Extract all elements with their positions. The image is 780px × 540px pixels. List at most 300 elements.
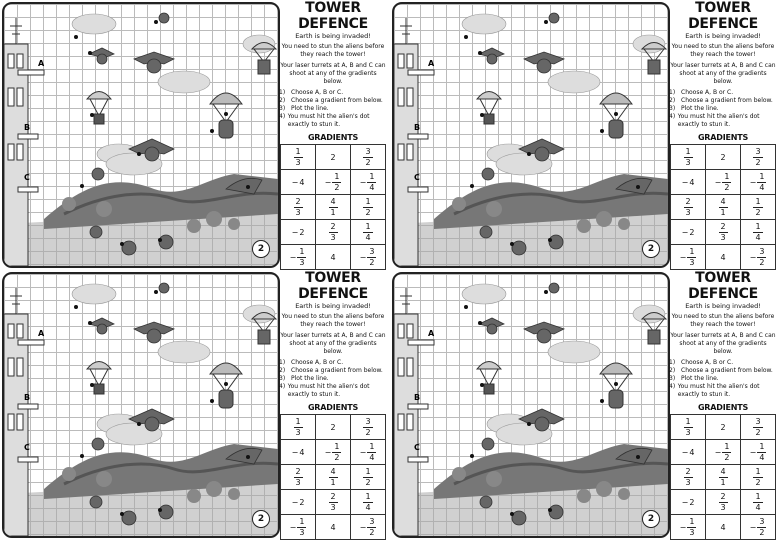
step-number: 3) xyxy=(279,105,286,112)
gradient-denominator: 2 xyxy=(759,257,765,267)
gradient-cell[interactable] xyxy=(281,145,316,170)
gradient-cell[interactable] xyxy=(351,220,386,245)
step-number: 3) xyxy=(669,105,676,112)
step-item xyxy=(669,105,777,113)
turret-b-label: B xyxy=(24,123,31,132)
gradient-numerator: 4 xyxy=(720,466,726,476)
gradient-cell[interactable] xyxy=(706,490,741,515)
gradient-cell[interactable] xyxy=(316,145,351,170)
step-number: 2) xyxy=(279,97,286,104)
turret-a-label: A xyxy=(38,59,45,68)
gradient-value: 4 xyxy=(720,522,726,532)
gradient-denominator: 2 xyxy=(755,477,761,487)
gradient-row xyxy=(671,515,776,540)
gradient-fraction xyxy=(363,467,372,488)
turret-b-label: B xyxy=(24,393,31,402)
gradient-fraction xyxy=(363,417,372,438)
gradient-numerator: 2 xyxy=(685,196,691,206)
gradient-cell[interactable] xyxy=(706,440,741,465)
gradient-cell[interactable] xyxy=(671,245,706,270)
gradient-cell[interactable] xyxy=(316,245,351,270)
gradient-sign: − xyxy=(749,252,757,262)
gradient-cell[interactable] xyxy=(741,415,776,440)
gradient-cell[interactable] xyxy=(741,170,776,195)
gradient-denominator: 3 xyxy=(720,502,726,512)
gradient-denominator: 3 xyxy=(295,207,301,217)
step-text: You must hit the alien's dot exactly to stun it. xyxy=(287,113,370,128)
parachute-alien xyxy=(252,43,276,75)
gradient-cell[interactable] xyxy=(741,440,776,465)
coordinate-grid[interactable] xyxy=(392,2,670,268)
gradient-cell[interactable] xyxy=(281,440,316,465)
step-item xyxy=(279,97,387,105)
steps-list xyxy=(279,359,387,399)
scene-illustration xyxy=(4,4,278,266)
gradient-numerator: 3 xyxy=(759,516,765,526)
gradient-row xyxy=(281,440,386,465)
coordinate-grid[interactable] xyxy=(392,272,670,538)
gradient-cell[interactable] xyxy=(706,465,741,490)
step-item xyxy=(669,367,777,375)
gradient-denominator: 2 xyxy=(365,157,371,167)
gradient-fraction xyxy=(294,147,303,168)
gradient-fraction xyxy=(684,467,693,488)
instructions-panel xyxy=(279,0,387,270)
gradient-cell[interactable] xyxy=(706,515,741,540)
gradient-sign: − xyxy=(681,497,689,507)
gradient-fraction xyxy=(367,247,376,268)
gradient-fraction xyxy=(363,147,372,168)
gradient-cell[interactable] xyxy=(351,465,386,490)
gradient-fraction xyxy=(297,517,306,538)
steps-list xyxy=(669,89,777,129)
gradient-numerator: 1 xyxy=(365,221,371,231)
step-text: You must hit the alien's dot exactly to stun it. xyxy=(677,113,760,128)
step-item xyxy=(669,97,777,105)
gradient-numerator: 1 xyxy=(334,171,340,181)
gradient-fraction xyxy=(753,492,762,513)
step-item xyxy=(279,113,387,129)
gradient-denominator: 4 xyxy=(755,232,761,242)
gradient-cell[interactable] xyxy=(706,415,741,440)
intro-text: You need to stun the aliens before they reach the tower! xyxy=(671,43,775,58)
gradient-numerator: 2 xyxy=(295,196,301,206)
parachute-alien xyxy=(87,362,111,395)
gradient-sign: − xyxy=(681,227,689,237)
parachute-alien xyxy=(477,92,501,125)
tower xyxy=(394,288,421,536)
intro-text: You need to stun the aliens before they reach the tower! xyxy=(281,43,385,58)
gradient-cell[interactable] xyxy=(351,440,386,465)
gradient-numerator: 1 xyxy=(724,441,730,451)
gradient-numerator: 3 xyxy=(365,416,371,426)
turret-c-label: C xyxy=(414,173,420,182)
gradient-cell[interactable] xyxy=(316,195,351,220)
gradient-numerator: 1 xyxy=(334,441,340,451)
gradient-numerator: 1 xyxy=(369,171,375,181)
gradient-row xyxy=(281,195,386,220)
turret-text: Your laser turrets at A, B and C can shoot at any of the gradients below. xyxy=(280,332,386,355)
gradient-sign: − xyxy=(749,177,757,187)
gradient-sign: − xyxy=(749,522,757,532)
step-number: 2) xyxy=(279,367,286,374)
gradient-cell[interactable] xyxy=(316,440,351,465)
gradient-fraction xyxy=(687,517,696,538)
worksheet-card-2 xyxy=(390,0,780,270)
worksheet-card-3 xyxy=(0,270,390,540)
gradient-cell[interactable] xyxy=(281,195,316,220)
gradient-denominator: 3 xyxy=(685,157,691,167)
turret-text: Your laser turrets at A, B and C can shoot at any of the gradients below. xyxy=(670,332,776,355)
gradient-sign: − xyxy=(359,522,367,532)
gradients-table xyxy=(670,144,776,270)
gradient-fraction xyxy=(757,442,766,463)
gradient-denominator: 3 xyxy=(689,527,695,537)
gradient-value: 2 xyxy=(720,152,726,162)
gradients-heading: GRADIENTS xyxy=(697,133,749,142)
gradient-numerator: 1 xyxy=(755,221,761,231)
gradient-cell[interactable] xyxy=(281,170,316,195)
worksheet-title: TOWER DEFENCE xyxy=(298,270,368,302)
gradient-numerator: 1 xyxy=(685,146,691,156)
gradient-numerator: 1 xyxy=(759,171,765,181)
step-text: Choose A, B or C. xyxy=(291,359,344,366)
step-number: 1) xyxy=(279,89,286,96)
gradient-fraction xyxy=(719,467,728,488)
gradient-cell[interactable] xyxy=(741,245,776,270)
step-item xyxy=(279,367,387,375)
gradient-fraction xyxy=(722,442,731,463)
step-item xyxy=(669,375,777,383)
intro-text: You need to stun the aliens before they reach the tower! xyxy=(671,313,775,328)
gradient-fraction xyxy=(753,467,762,488)
step-item xyxy=(669,113,777,129)
gradient-cell[interactable] xyxy=(351,515,386,540)
gradient-numerator: 1 xyxy=(755,466,761,476)
parachute-alien xyxy=(642,43,666,75)
steps-list xyxy=(279,89,387,129)
gradient-fraction xyxy=(719,492,728,513)
card-number: 2 xyxy=(642,240,660,258)
gradient-cell[interactable] xyxy=(281,490,316,515)
worksheet-subtitle: Earth is being invaded! xyxy=(295,302,371,310)
gradient-cell[interactable] xyxy=(741,145,776,170)
worksheet-subtitle: Earth is being invaded! xyxy=(685,302,761,310)
gradient-value: 4 xyxy=(299,177,305,187)
gradient-denominator: 1 xyxy=(720,477,726,487)
step-number: 4) xyxy=(669,383,676,390)
gradient-fraction xyxy=(329,467,338,488)
turret-b-label: B xyxy=(414,123,421,132)
tower xyxy=(4,18,31,266)
tower xyxy=(394,18,421,266)
gradient-fraction xyxy=(332,442,341,463)
gradient-denominator: 2 xyxy=(755,207,761,217)
gradient-cell[interactable] xyxy=(281,220,316,245)
step-text: Choose a gradient from below. xyxy=(291,97,383,104)
step-number: 3) xyxy=(279,375,286,382)
scene-illustration xyxy=(394,274,668,536)
gradient-numerator: 4 xyxy=(330,196,336,206)
gradient-numerator: 1 xyxy=(755,196,761,206)
gradient-fraction xyxy=(329,197,338,218)
gradient-cell[interactable] xyxy=(671,490,706,515)
gradient-denominator: 1 xyxy=(720,207,726,217)
gradient-denominator: 2 xyxy=(724,452,730,462)
gradient-numerator: 1 xyxy=(724,171,730,181)
gradient-sign: − xyxy=(749,447,757,457)
gradient-row xyxy=(671,220,776,245)
gradient-fraction xyxy=(363,197,372,218)
gradient-cell[interactable] xyxy=(351,195,386,220)
gradient-denominator: 4 xyxy=(759,182,765,192)
step-text: You must hit the alien's dot exactly to stun it. xyxy=(677,383,760,398)
step-text: You must hit the alien's dot exactly to stun it. xyxy=(287,383,370,398)
gradient-cell[interactable] xyxy=(671,145,706,170)
gradients-table xyxy=(670,414,776,540)
step-item xyxy=(279,359,387,367)
gradient-row xyxy=(281,515,386,540)
gradient-cell[interactable] xyxy=(706,220,741,245)
gradient-denominator: 2 xyxy=(759,527,765,537)
step-number: 1) xyxy=(669,359,676,366)
gradient-denominator: 2 xyxy=(334,182,340,192)
gradient-sign: − xyxy=(359,177,367,187)
gradient-denominator: 3 xyxy=(330,232,336,242)
gradient-numerator: 1 xyxy=(685,416,691,426)
parachute-alien xyxy=(477,362,501,395)
gradient-sign: − xyxy=(359,447,367,457)
gradient-cell[interactable] xyxy=(351,170,386,195)
step-text: Plot the line. xyxy=(291,375,329,382)
gradient-row xyxy=(281,415,386,440)
scene-illustration xyxy=(4,274,278,536)
intro-text: You need to stun the aliens before they reach the tower! xyxy=(281,313,385,328)
gradient-cell[interactable] xyxy=(281,515,316,540)
gradient-cell[interactable] xyxy=(706,245,741,270)
gradient-cell[interactable] xyxy=(671,515,706,540)
gradient-denominator: 2 xyxy=(755,427,761,437)
gradient-cell[interactable] xyxy=(671,465,706,490)
gradient-cell[interactable] xyxy=(316,490,351,515)
gradient-numerator: 4 xyxy=(720,196,726,206)
step-number: 1) xyxy=(669,89,676,96)
gradient-value: 2 xyxy=(720,422,726,432)
gradient-numerator: 2 xyxy=(685,466,691,476)
gradient-cell[interactable] xyxy=(281,415,316,440)
gradient-fraction xyxy=(757,517,766,538)
gradient-cell[interactable] xyxy=(316,515,351,540)
gradient-denominator: 3 xyxy=(330,502,336,512)
step-number: 2) xyxy=(669,97,676,104)
gradient-fraction xyxy=(367,442,376,463)
gradient-numerator: 1 xyxy=(759,441,765,451)
gradient-cell[interactable] xyxy=(316,465,351,490)
gradient-sign: − xyxy=(291,497,299,507)
step-text: Plot the line. xyxy=(291,105,329,112)
gradient-denominator: 3 xyxy=(295,157,301,167)
gradient-value: 4 xyxy=(330,522,336,532)
gradient-numerator: 1 xyxy=(295,416,301,426)
gradient-fraction xyxy=(297,247,306,268)
gradient-denominator: 2 xyxy=(365,427,371,437)
gradient-value: 2 xyxy=(330,152,336,162)
gradient-fraction xyxy=(363,492,372,513)
coordinate-grid[interactable] xyxy=(2,272,280,538)
gradient-numerator: 3 xyxy=(365,146,371,156)
gradient-cell[interactable] xyxy=(741,515,776,540)
gradient-fraction xyxy=(719,197,728,218)
gradient-cell[interactable] xyxy=(741,220,776,245)
gradient-row xyxy=(671,170,776,195)
gradient-denominator: 3 xyxy=(295,477,301,487)
gradient-cell[interactable] xyxy=(741,490,776,515)
gradient-row xyxy=(281,170,386,195)
gradient-fraction xyxy=(294,197,303,218)
turret-b-label: B xyxy=(414,393,421,402)
gradient-cell[interactable] xyxy=(741,195,776,220)
gradient-denominator: 2 xyxy=(365,207,371,217)
gradient-cell[interactable] xyxy=(351,145,386,170)
parachute-alien xyxy=(252,313,276,345)
turret-c-label: C xyxy=(24,443,30,452)
gradient-fraction xyxy=(332,172,341,193)
steps-list xyxy=(669,359,777,399)
gradient-fraction xyxy=(753,417,762,438)
step-text: Plot the line. xyxy=(681,105,719,112)
gradient-cell[interactable] xyxy=(281,245,316,270)
gradient-value: 2 xyxy=(689,497,695,507)
gradient-numerator: 1 xyxy=(365,196,371,206)
gradient-denominator: 2 xyxy=(369,527,375,537)
gradient-cell[interactable] xyxy=(351,490,386,515)
worksheet-title: TOWER DEFENCE xyxy=(688,0,758,32)
gradient-numerator: 1 xyxy=(365,491,371,501)
gradient-sign: − xyxy=(291,227,299,237)
gradient-denominator: 3 xyxy=(299,527,305,537)
gradient-cell[interactable] xyxy=(671,440,706,465)
gradient-cell[interactable] xyxy=(741,465,776,490)
gradient-value: 4 xyxy=(720,252,726,262)
gradient-numerator: 2 xyxy=(720,221,726,231)
gradient-fraction xyxy=(367,517,376,538)
gradient-sign: − xyxy=(679,252,687,262)
step-item xyxy=(279,383,387,399)
step-text: Choose a gradient from below. xyxy=(681,97,773,104)
gradient-cell[interactable] xyxy=(316,170,351,195)
gradients-heading: GRADIENTS xyxy=(307,403,359,412)
gradient-row xyxy=(281,145,386,170)
gradient-sign: − xyxy=(681,447,689,457)
step-item xyxy=(669,359,777,367)
gradient-fraction xyxy=(329,492,338,513)
worksheet-card-1 xyxy=(0,0,390,270)
gradient-value: 2 xyxy=(299,497,305,507)
gradient-fraction xyxy=(753,147,762,168)
gradient-sign: − xyxy=(291,447,299,457)
gradient-denominator: 3 xyxy=(685,427,691,437)
worksheet-title: TOWER DEFENCE xyxy=(688,270,758,302)
gradient-fraction xyxy=(367,172,376,193)
gradient-cell[interactable] xyxy=(706,195,741,220)
step-text: Choose A, B or C. xyxy=(681,359,734,366)
gradient-cell[interactable] xyxy=(351,415,386,440)
gradient-denominator: 1 xyxy=(330,207,336,217)
step-number: 4) xyxy=(669,113,676,120)
gradient-value: 2 xyxy=(299,227,305,237)
gradient-value: 4 xyxy=(689,447,695,457)
worksheet-card-4 xyxy=(390,270,780,540)
step-number: 2) xyxy=(669,367,676,374)
gradient-denominator: 4 xyxy=(755,502,761,512)
gradient-cell[interactable] xyxy=(671,415,706,440)
gradient-numerator: 3 xyxy=(755,416,761,426)
gradient-numerator: 3 xyxy=(755,146,761,156)
gradient-cell[interactable] xyxy=(316,415,351,440)
step-number: 3) xyxy=(669,375,676,382)
turret-a-label: A xyxy=(428,329,435,338)
gradient-row xyxy=(281,245,386,270)
step-number: 1) xyxy=(279,359,286,366)
gradient-numerator: 2 xyxy=(295,466,301,476)
gradient-sign: − xyxy=(324,177,332,187)
gradient-sign: − xyxy=(324,447,332,457)
gradient-row xyxy=(671,440,776,465)
gradient-fraction xyxy=(294,417,303,438)
gradients-heading: GRADIENTS xyxy=(697,403,749,412)
gradients-heading: GRADIENTS xyxy=(307,133,359,142)
gradient-cell[interactable] xyxy=(316,220,351,245)
gradient-cell[interactable] xyxy=(706,145,741,170)
step-item xyxy=(669,383,777,399)
gradient-numerator: 1 xyxy=(365,466,371,476)
gradient-numerator: 2 xyxy=(720,491,726,501)
step-text: Plot the line. xyxy=(681,375,719,382)
parachute-alien xyxy=(642,313,666,345)
instructions-panel xyxy=(279,270,387,540)
gradient-denominator: 2 xyxy=(724,182,730,192)
gradient-row xyxy=(281,220,386,245)
gradient-sign: − xyxy=(289,252,297,262)
gradient-cell[interactable] xyxy=(671,195,706,220)
turret-a-label: A xyxy=(38,329,45,338)
gradient-cell[interactable] xyxy=(281,465,316,490)
gradient-fraction xyxy=(753,222,762,243)
gradient-cell[interactable] xyxy=(351,245,386,270)
gradient-fraction xyxy=(719,222,728,243)
gradient-denominator: 2 xyxy=(369,257,375,267)
gradient-fraction xyxy=(684,197,693,218)
gradient-cell[interactable] xyxy=(671,220,706,245)
gradient-cell[interactable] xyxy=(706,170,741,195)
gradient-numerator: 2 xyxy=(330,221,336,231)
scene-illustration xyxy=(394,4,668,266)
gradient-value: 2 xyxy=(689,227,695,237)
gradient-numerator: 1 xyxy=(295,146,301,156)
turret-a-label: A xyxy=(428,59,435,68)
gradient-cell[interactable] xyxy=(671,170,706,195)
step-item xyxy=(279,375,387,383)
gradient-fraction xyxy=(753,197,762,218)
gradient-sign: − xyxy=(681,177,689,187)
gradient-denominator: 3 xyxy=(689,257,695,267)
gradient-denominator: 3 xyxy=(685,207,691,217)
instructions-panel xyxy=(669,0,777,270)
gradient-row xyxy=(671,195,776,220)
gradient-fraction xyxy=(757,247,766,268)
coordinate-grid[interactable] xyxy=(2,2,280,268)
gradient-value: 4 xyxy=(330,252,336,262)
